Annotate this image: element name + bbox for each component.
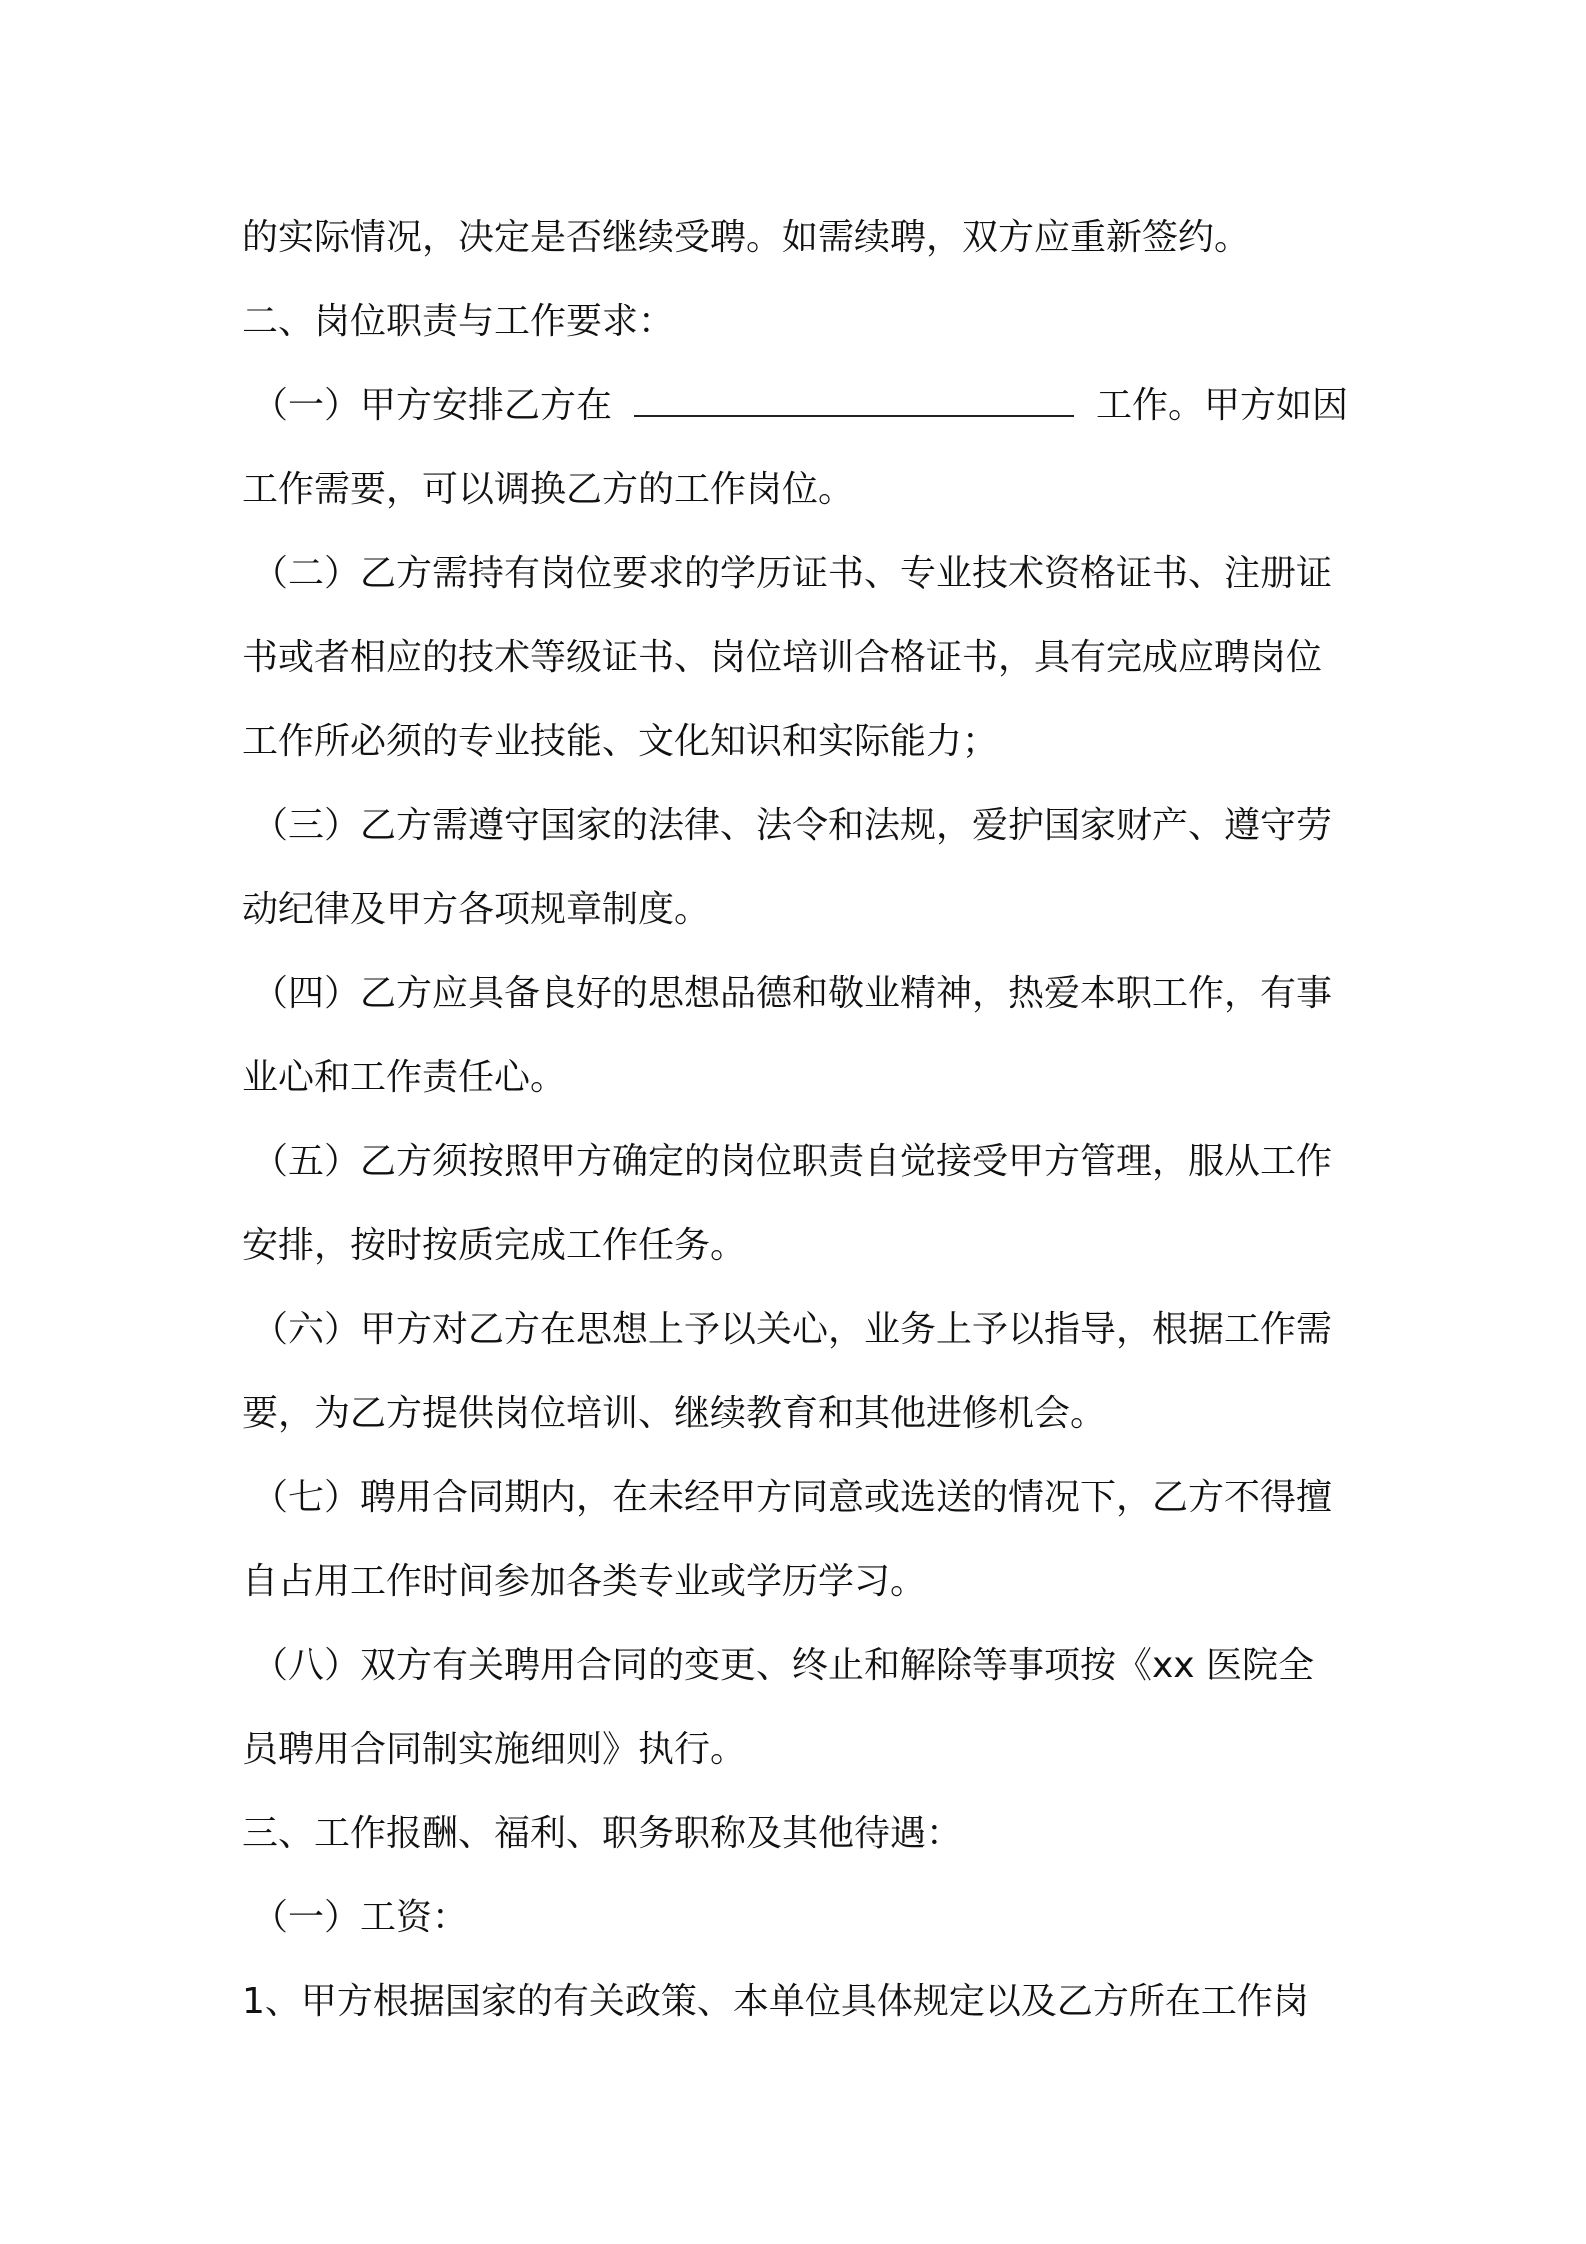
paragraph-line: 的实际情况，决定是否继续受聘。如需续聘，双方应重新签约。 — [242, 217, 1251, 258]
paragraph-line: （四）乙方应具备良好的思想品德和敬业精神，热爱本职工作，有事 — [252, 973, 1333, 1014]
paragraph-line: （三）乙方需遵守国家的法律、法令和法规，爱护国家财产、遵守劳 — [252, 805, 1333, 846]
paragraph-line: 要，为乙方提供岗位培训、继续教育和其他进修机会。 — [242, 1393, 1107, 1434]
contract-text-body — [242, 196, 1362, 2044]
paragraph-line: 工作所必须的专业技能、文化知识和实际能力； — [242, 721, 999, 762]
paragraph-line: （七）聘用合同期内，在未经甲方同意或选送的情况下，乙方不得擅 — [252, 1477, 1333, 1518]
line-text-after-blank: 工作。甲方如因 — [1096, 385, 1349, 426]
paragraph-line: 工作需要，可以调换乙方的工作岗位。 — [242, 469, 855, 510]
fill-in-blank — [634, 369, 1074, 417]
paragraph-line: 动纪律及甲方各项规章制度。 — [242, 889, 711, 930]
paragraph-line-with-blank — [242, 364, 1362, 448]
paragraph-line: （二）乙方需持有岗位要求的学历证书、专业技术资格证书、注册证 — [252, 553, 1333, 594]
section-heading: 三、工作报酬、福利、职务职称及其他待遇： — [242, 1813, 963, 1854]
paragraph-line: 员聘用合同制实施细则》执行。 — [242, 1729, 747, 1770]
paragraph-line: （八）双方有关聘用合同的变更、终止和解除等事项按《xx 医院全 — [252, 1645, 1315, 1686]
paragraph-line: （六）甲方对乙方在思想上予以关心，业务上予以指导，根据工作需 — [252, 1309, 1333, 1350]
paragraph-line: 业心和工作责任心。 — [242, 1057, 567, 1098]
paragraph-line: 自占用工作时间参加各类专业或学历学习。 — [242, 1561, 927, 1602]
section-heading: 二、岗位职责与工作要求： — [242, 301, 675, 342]
paragraph-line: 1、甲方根据国家的有关政策、本单位具体规定以及乙方所在工作岗 — [242, 1981, 1309, 2022]
paragraph-line: 安排，按时按质完成工作任务。 — [242, 1225, 747, 1266]
subsection-heading: （一）工资： — [252, 1897, 469, 1938]
paragraph-line: （五）乙方须按照甲方确定的岗位职责自觉接受甲方管理，服从工作 — [252, 1141, 1333, 1182]
paragraph-line: 书或者相应的技术等级证书、岗位培训合格证书，具有完成应聘岗位 — [242, 637, 1323, 678]
line-text-before-blank: （一）甲方安排乙方在 — [252, 385, 613, 426]
